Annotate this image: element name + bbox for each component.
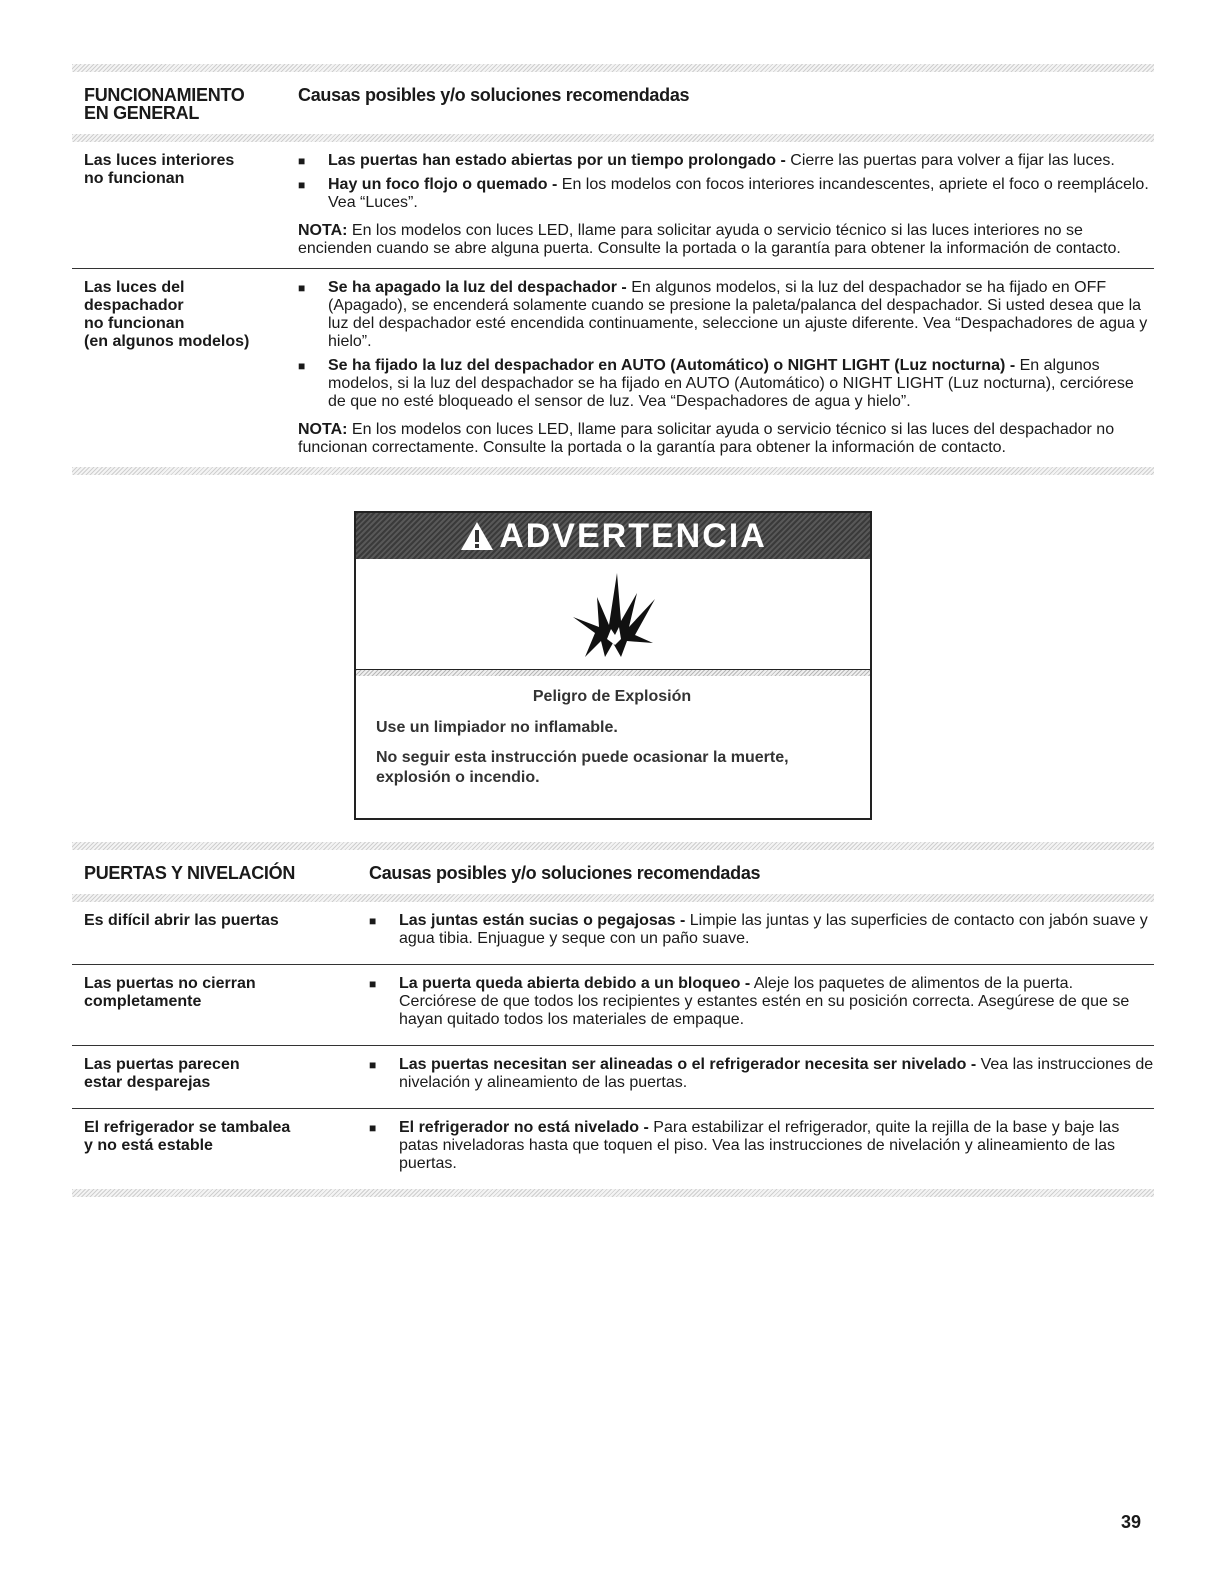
category-title: FUNCIONAMIENTO EN GENERAL bbox=[84, 85, 245, 123]
warning-instruction: Use un limpiador no inflamable. bbox=[376, 719, 618, 736]
section-divider bbox=[72, 64, 1154, 72]
solution-item bbox=[298, 176, 1154, 212]
problem-label: Las luces del despachador no funcionan (en algunos modelos) bbox=[84, 279, 250, 350]
solution-text: Limpie las juntas y las superficies de contacto con jabón suave y agua tibia. Enjuague y seque con un paño suave. bbox=[399, 912, 1148, 947]
solution-item bbox=[298, 357, 1154, 411]
cause-label: Hay un foco flojo o quemado - bbox=[328, 176, 558, 193]
problem-label: El refrigerador se tambalea y no está estable bbox=[84, 1119, 291, 1154]
note bbox=[298, 222, 1154, 258]
note-label: NOTA: bbox=[298, 421, 348, 438]
solution-item bbox=[369, 975, 1154, 1029]
solutions-cell bbox=[369, 1056, 1154, 1098]
table-row bbox=[72, 965, 1154, 1045]
note-text: En los modelos con luces LED, llame para solicitar ayuda o servicio técnico si las luces interiores no se encienden cuando se abre alguna puerta. Consulte la portada o la garantía para obtener la información de contacto. bbox=[298, 222, 1121, 257]
warning-container bbox=[72, 511, 1154, 820]
table-row bbox=[72, 1046, 1154, 1108]
solution-item bbox=[369, 912, 1154, 948]
cause-label: El refrigerador no está nivelado - bbox=[399, 1119, 649, 1136]
square-bullet-icon: ■ bbox=[298, 281, 306, 295]
section-divider bbox=[72, 467, 1154, 475]
table-row bbox=[72, 902, 1154, 964]
solution-item bbox=[298, 279, 1154, 351]
solution-text: En algunos modelos, si la luz del despachador se ha fijado en OFF (Apagado), se encenderá solamente cuando se presione la paleta/palanca del despachador. Si usted desea que la luz del despachador esté encendida continuamente, seleccione un ajuste diferente. Vea “Despachadores de agua y hielo”. bbox=[328, 279, 1148, 350]
note-text: En los modelos con luces LED, llame para solicitar ayuda o servicio técnico si las luces del despachador no funcionan correctamente. Consulte la portada o la garantía para obtener la información de contacto. bbox=[298, 421, 1115, 456]
hazard-title: Peligro de Explosión bbox=[532, 688, 692, 705]
solutions-header: Causas posibles y/o soluciones recomendadas bbox=[369, 863, 761, 883]
warning-box bbox=[354, 511, 872, 820]
problem-label: Las luces interiores no funcionan bbox=[84, 152, 235, 187]
warning-body bbox=[356, 676, 870, 818]
solutions-header: Causas posibles y/o soluciones recomendadas bbox=[298, 85, 690, 105]
section-divider bbox=[72, 894, 1154, 902]
square-bullet-icon: ■ bbox=[369, 914, 377, 928]
solutions-cell bbox=[298, 279, 1154, 457]
table-header bbox=[72, 850, 1154, 894]
warning-consequence: No seguir esta instrucción puede ocasionar la muerte, explosión o incendio. bbox=[376, 749, 789, 786]
square-bullet-icon: ■ bbox=[298, 359, 306, 373]
page bbox=[72, 64, 1154, 1197]
table-row bbox=[72, 1109, 1154, 1189]
table-row bbox=[72, 269, 1154, 467]
cause-label: La puerta queda abierta debido a un bloqueo - bbox=[399, 975, 751, 992]
section-divider bbox=[72, 134, 1154, 142]
section-divider bbox=[72, 842, 1154, 850]
table-row bbox=[72, 142, 1154, 268]
square-bullet-icon: ■ bbox=[298, 178, 306, 192]
note-label: NOTA: bbox=[298, 222, 348, 239]
solutions-cell bbox=[298, 152, 1154, 258]
problem-label: Las puertas parecen estar desparejas bbox=[84, 1056, 240, 1091]
solution-text: Vea las instrucciones de nivelación y alineamiento de las puertas. bbox=[399, 1056, 1154, 1091]
cause-label: Se ha apagado la luz del despachador - bbox=[328, 279, 627, 296]
solution-text: Para estabilizar el refrigerador, quite la rejilla de la base y baje las patas niveladoras hasta que toquen el piso. Vea las instrucciones de nivelación y alineamiento de las puertas. bbox=[399, 1119, 1120, 1172]
solutions-cell bbox=[369, 975, 1154, 1035]
warning-triangle-icon bbox=[459, 520, 495, 552]
category-title: PUERTAS Y NIVELACIÓN bbox=[84, 863, 296, 883]
square-bullet-icon: ■ bbox=[369, 1058, 377, 1072]
cause-label: Las juntas están sucias o pegajosas - bbox=[399, 912, 686, 929]
cause-label: Las puertas necesitan ser alineadas o el refrigerador necesita ser nivelado - bbox=[399, 1056, 977, 1073]
square-bullet-icon: ■ bbox=[369, 1121, 377, 1135]
warning-title: ADVERTENCIA bbox=[499, 516, 767, 555]
cause-label: Las puertas han estado abiertas por un tiempo prolongado - bbox=[328, 152, 786, 169]
troubleshooting-table-general bbox=[72, 64, 1154, 475]
solutions-cell bbox=[369, 912, 1154, 954]
problem-label: Las puertas no cierran completamente bbox=[84, 975, 256, 1010]
solution-item bbox=[369, 1119, 1154, 1173]
explosion-icon bbox=[565, 569, 661, 659]
hazard-symbol-area bbox=[356, 559, 870, 670]
cause-label: Se ha fijado la luz del despachador en AUTO (Automático) o NIGHT LIGHT (Luz nocturna) - bbox=[328, 357, 1016, 374]
troubleshooting-table-doors bbox=[72, 842, 1154, 1197]
table-header bbox=[72, 72, 1154, 134]
solutions-cell bbox=[369, 1119, 1154, 1179]
problem-label: Es difícil abrir las puertas bbox=[84, 912, 279, 929]
solution-text: En los modelos con focos interiores incandescentes, apriete el foco o reemplácelo. Vea “Luces”. bbox=[328, 176, 1149, 211]
solution-text: Aleje los paquetes de alimentos de la puerta. Cerciórese de que todos los recipientes y estantes estén en su posición correcta. Asegúrese de que se hayan quitado todos los materiales de empaque. bbox=[399, 975, 1130, 1028]
warning-header bbox=[356, 513, 870, 559]
solution-item bbox=[369, 1056, 1154, 1092]
solution-text: Cierre las puertas para volver a fijar las luces. bbox=[785, 152, 1115, 169]
square-bullet-icon: ■ bbox=[298, 154, 306, 168]
square-bullet-icon: ■ bbox=[369, 977, 377, 991]
solution-item bbox=[298, 152, 1154, 170]
solution-text: En algunos modelos, si la luz del despachador se ha fijado en AUTO (Automático) o NIGHT LIGHT (Luz nocturna), cerciórese de que no esté bloqueado el sensor de luz. Vea “Despachadores de agua y hielo”. bbox=[328, 357, 1134, 410]
note bbox=[298, 421, 1154, 457]
section-divider bbox=[72, 1189, 1154, 1197]
page-number: 39 bbox=[1120, 1512, 1141, 1532]
